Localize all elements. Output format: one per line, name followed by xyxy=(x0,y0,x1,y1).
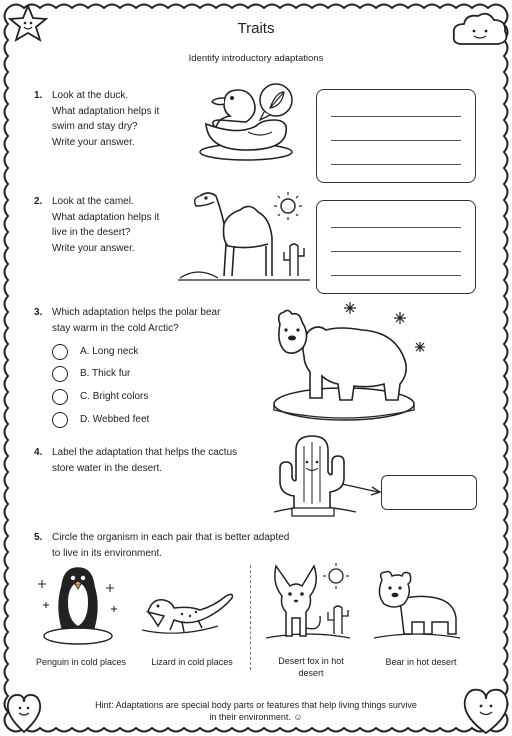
question-number: 3. xyxy=(34,307,43,318)
question-3 xyxy=(34,305,274,337)
question-text-line: stay warm in the cold Arctic? xyxy=(52,322,179,334)
question-text-line: Look at the camel. xyxy=(52,196,134,207)
question-text-line: to live in its environment. xyxy=(52,547,163,559)
question-1 xyxy=(34,88,194,152)
question-text-line: What adaptation helps it xyxy=(52,105,160,117)
duck-illustration xyxy=(198,80,310,168)
caption-line: desert xyxy=(298,668,324,678)
answer-line xyxy=(331,227,461,228)
question-text-line: What adaptation helps it xyxy=(52,211,160,223)
heart-icon xyxy=(465,690,508,733)
caption-penguin: Penguin in cold places xyxy=(35,657,127,667)
question-text-line: swim and stay dry? xyxy=(52,121,138,132)
question-5 xyxy=(34,530,334,562)
radio-circle[interactable] xyxy=(52,366,68,382)
radio-circle[interactable] xyxy=(52,389,68,405)
question-text-line: Which adaptation helps the polar bear xyxy=(52,307,221,318)
lizard-illustration xyxy=(138,586,238,642)
answer-line xyxy=(331,251,461,252)
question-4 xyxy=(34,445,274,477)
question-2 xyxy=(34,194,194,258)
pair-divider xyxy=(250,565,251,670)
answer-line xyxy=(331,140,461,141)
heart-icon xyxy=(8,695,40,732)
question-text-line: Label the adaptation that helps the cactus xyxy=(52,447,238,458)
caption-lizard: Lizard in cold places xyxy=(151,657,233,667)
page-title: Traits xyxy=(237,20,275,37)
answer-line xyxy=(331,164,461,165)
radio-circle[interactable] xyxy=(52,412,68,428)
caption-line: Desert fox in hot xyxy=(278,656,344,666)
penguin-illustration xyxy=(36,562,122,648)
answer-line xyxy=(331,275,461,276)
bear-illustration xyxy=(372,570,462,646)
page-subtitle: Identify introductory adaptations xyxy=(188,53,324,64)
caption-bear: Bear in hot desert xyxy=(385,657,457,667)
answer-box-1[interactable] xyxy=(316,89,476,183)
polar-bear-illustration xyxy=(270,300,432,424)
question-text-line: Look at the duck. xyxy=(52,90,129,101)
option-label: A. Long neck xyxy=(80,346,139,357)
option-label: D. Webbed feet xyxy=(80,414,150,425)
question-text-line: Circle the organism in each pair that is better adapted xyxy=(52,532,290,543)
question-text-line: Write your answer. xyxy=(52,242,135,254)
hint-line: in their environment. ☺ xyxy=(209,712,303,722)
cactus-label-box[interactable] xyxy=(381,475,477,510)
question-text-line: store water in the desert. xyxy=(52,462,163,474)
question-number: 1. xyxy=(34,90,43,101)
option-label: B. Thick fur xyxy=(80,368,131,379)
hint-line: Hint: Adaptations are special body parts or features that help living things survive xyxy=(95,700,417,710)
question-text-line: live in the desert? xyxy=(52,227,131,238)
camel-illustration xyxy=(178,188,310,288)
answer-line xyxy=(331,116,461,117)
cactus-illustration xyxy=(272,432,384,522)
radio-circle[interactable] xyxy=(52,344,68,360)
caption-fox xyxy=(256,655,366,679)
option-label: C. Bright colors xyxy=(80,391,149,402)
answer-box-2[interactable] xyxy=(316,200,476,294)
question-number: 2. xyxy=(34,196,43,207)
question-number: 5. xyxy=(34,532,43,543)
hint-text xyxy=(60,699,452,723)
desert-fox-illustration xyxy=(262,562,354,648)
question-number: 4. xyxy=(34,447,43,458)
question-text-line: Write your answer. xyxy=(52,136,135,148)
